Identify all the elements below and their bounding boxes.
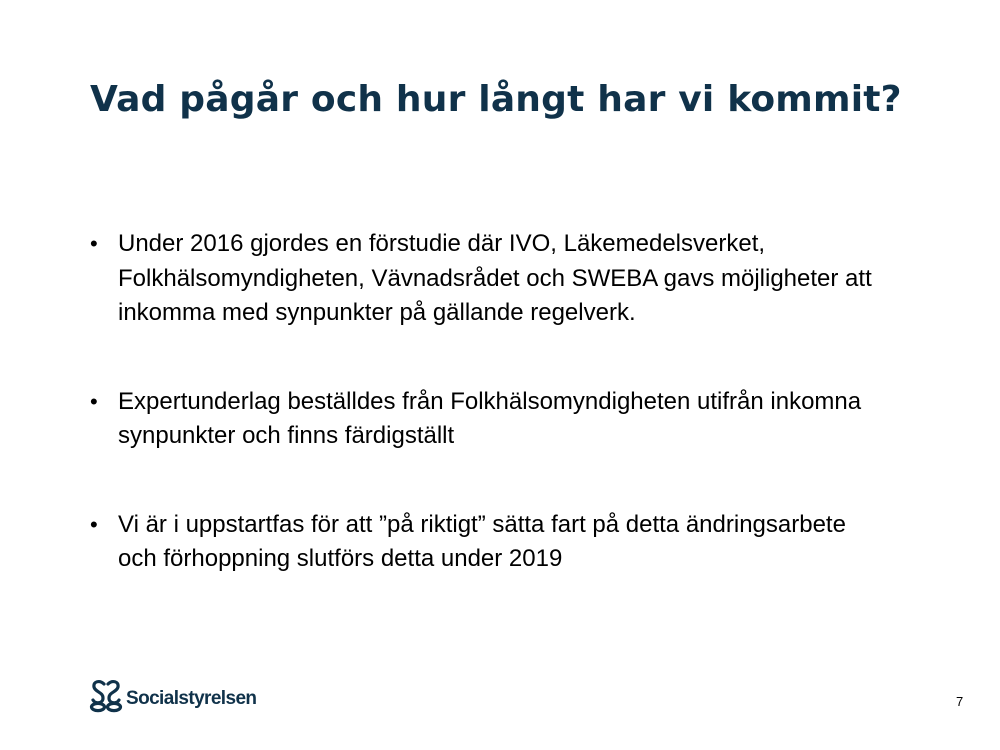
bullet-list — [90, 227, 890, 577]
socialstyrelsen-emblem-icon — [88, 679, 124, 713]
logo-wordmark: Socialstyrelsen — [126, 688, 257, 709]
bullet-text: Under 2016 gjordes en förstudie där IVO, Läkemedelsverket, Folkhälsomyndigheten, Vävnadsrådet och SWEBA gavs möjligheter att inkomma med synpunkter på gällande regelverk. — [118, 230, 872, 326]
page-number: 7 — [956, 694, 964, 709]
bullet-dot-icon: • — [90, 231, 98, 256]
bullet-item — [90, 227, 890, 331]
slide-title: Vad pågår och hur långt har vi kommit? — [90, 79, 902, 120]
bullet-text: Expertunderlag beställdes från Folkhälsomyndigheten utifrån inkomna synpunkter och finns färdigställt — [118, 387, 862, 449]
bullet-dot-icon: • — [90, 388, 98, 414]
bullet-text: Vi är i uppstartfas för att ”på riktigt” sätta fart på detta ändringsarbete och förhoppning slutförs detta under 2019 — [118, 510, 846, 572]
bullet-item — [90, 385, 890, 454]
socialstyrelsen-logo — [88, 677, 256, 713]
bullet-item — [90, 508, 890, 577]
bullet-dot-icon: • — [90, 511, 98, 537]
